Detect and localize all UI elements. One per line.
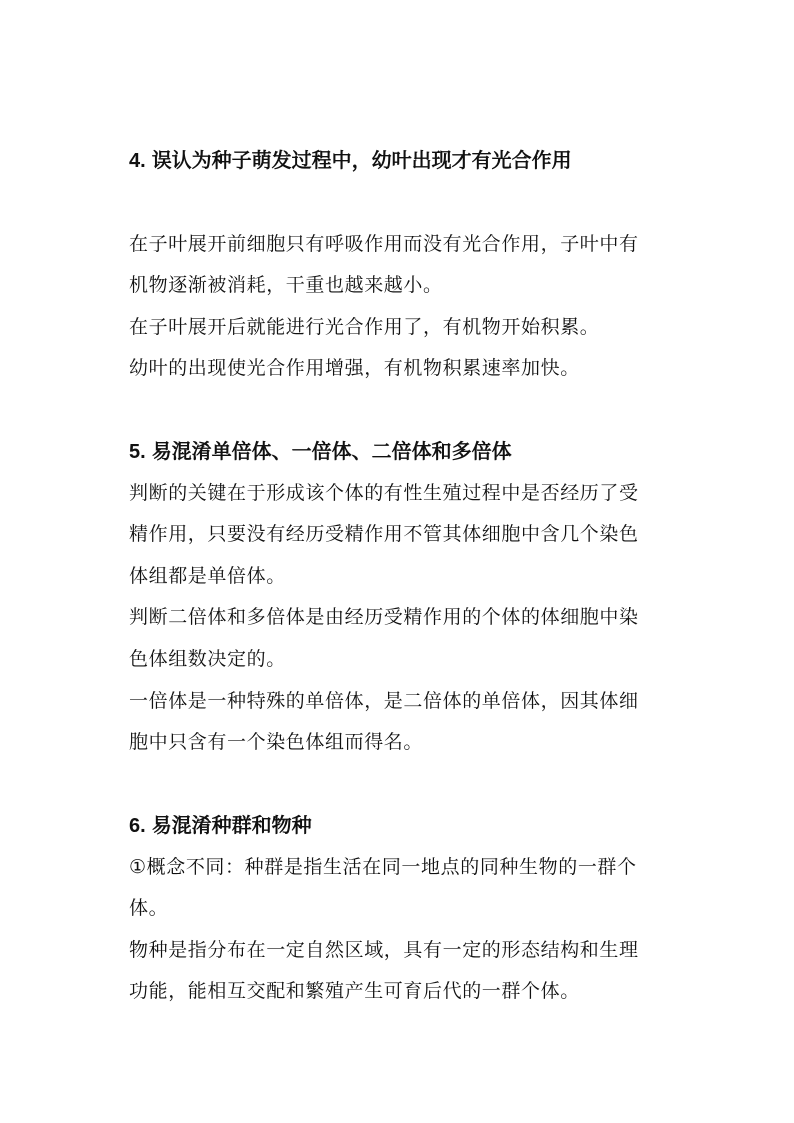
section-4-line-4: 幼叶的出现使光合作用增强，有机物积累速率加快。	[129, 357, 580, 379]
section-6-title: 易混淆种群和物种	[151, 813, 312, 837]
section-5-line-7: 胞中只含有一个染色体组而得名。	[129, 731, 424, 753]
section-5-line-4: 判断二倍体和多倍体是由经历受精作用的个体的体细胞中染	[129, 606, 639, 628]
section-6-number: 6.	[129, 815, 146, 837]
section-4-number: 4.	[129, 150, 146, 172]
section-5-line-2: 精作用，只要没有经历受精作用不管其体细胞中含几个染色	[129, 523, 639, 545]
section-6-line-4: 功能，能相互交配和繁殖产生可育后代的一群个体。	[129, 980, 580, 1002]
section-4-line-1: 在子叶展开前细胞只有呼吸作用而没有光合作用，子叶中有	[129, 233, 639, 255]
section-6-line-3: 物种是指分布在一定自然区域，具有一定的形态结构和生理	[129, 939, 639, 961]
section-5-line-6: 一倍体是一种特殊的单倍体，是二倍体的单倍体，因其体细	[129, 690, 639, 712]
section-6-line-2: 体。	[129, 897, 169, 919]
section-4-line-3: 在子叶展开后就能进行光合作用了，有机物开始积累。	[129, 316, 600, 338]
section-5-number: 5.	[129, 441, 146, 463]
section-6-line-1: ①概念不同：种群是指生活在同一地点的同种生物的一群个	[129, 856, 637, 878]
section-5-line-1: 判断的关键在于形成该个体的有性生殖过程中是否经历了受	[129, 482, 639, 504]
section-5-line-5: 色体组数决定的。	[129, 648, 286, 670]
section-4-line-2: 机物逐渐被消耗，干重也越来越小。	[129, 274, 443, 296]
section-4-heading	[129, 148, 572, 173]
section-5-heading	[129, 439, 512, 464]
section-5-title: 易混淆单倍体、一倍体、二倍体和多倍体	[151, 439, 512, 463]
section-5-line-3: 体组都是单倍体。	[129, 565, 286, 587]
section-4-title: 误认为种子萌发过程中，幼叶出现才有光合作用	[151, 148, 572, 172]
section-6-heading	[129, 813, 312, 838]
